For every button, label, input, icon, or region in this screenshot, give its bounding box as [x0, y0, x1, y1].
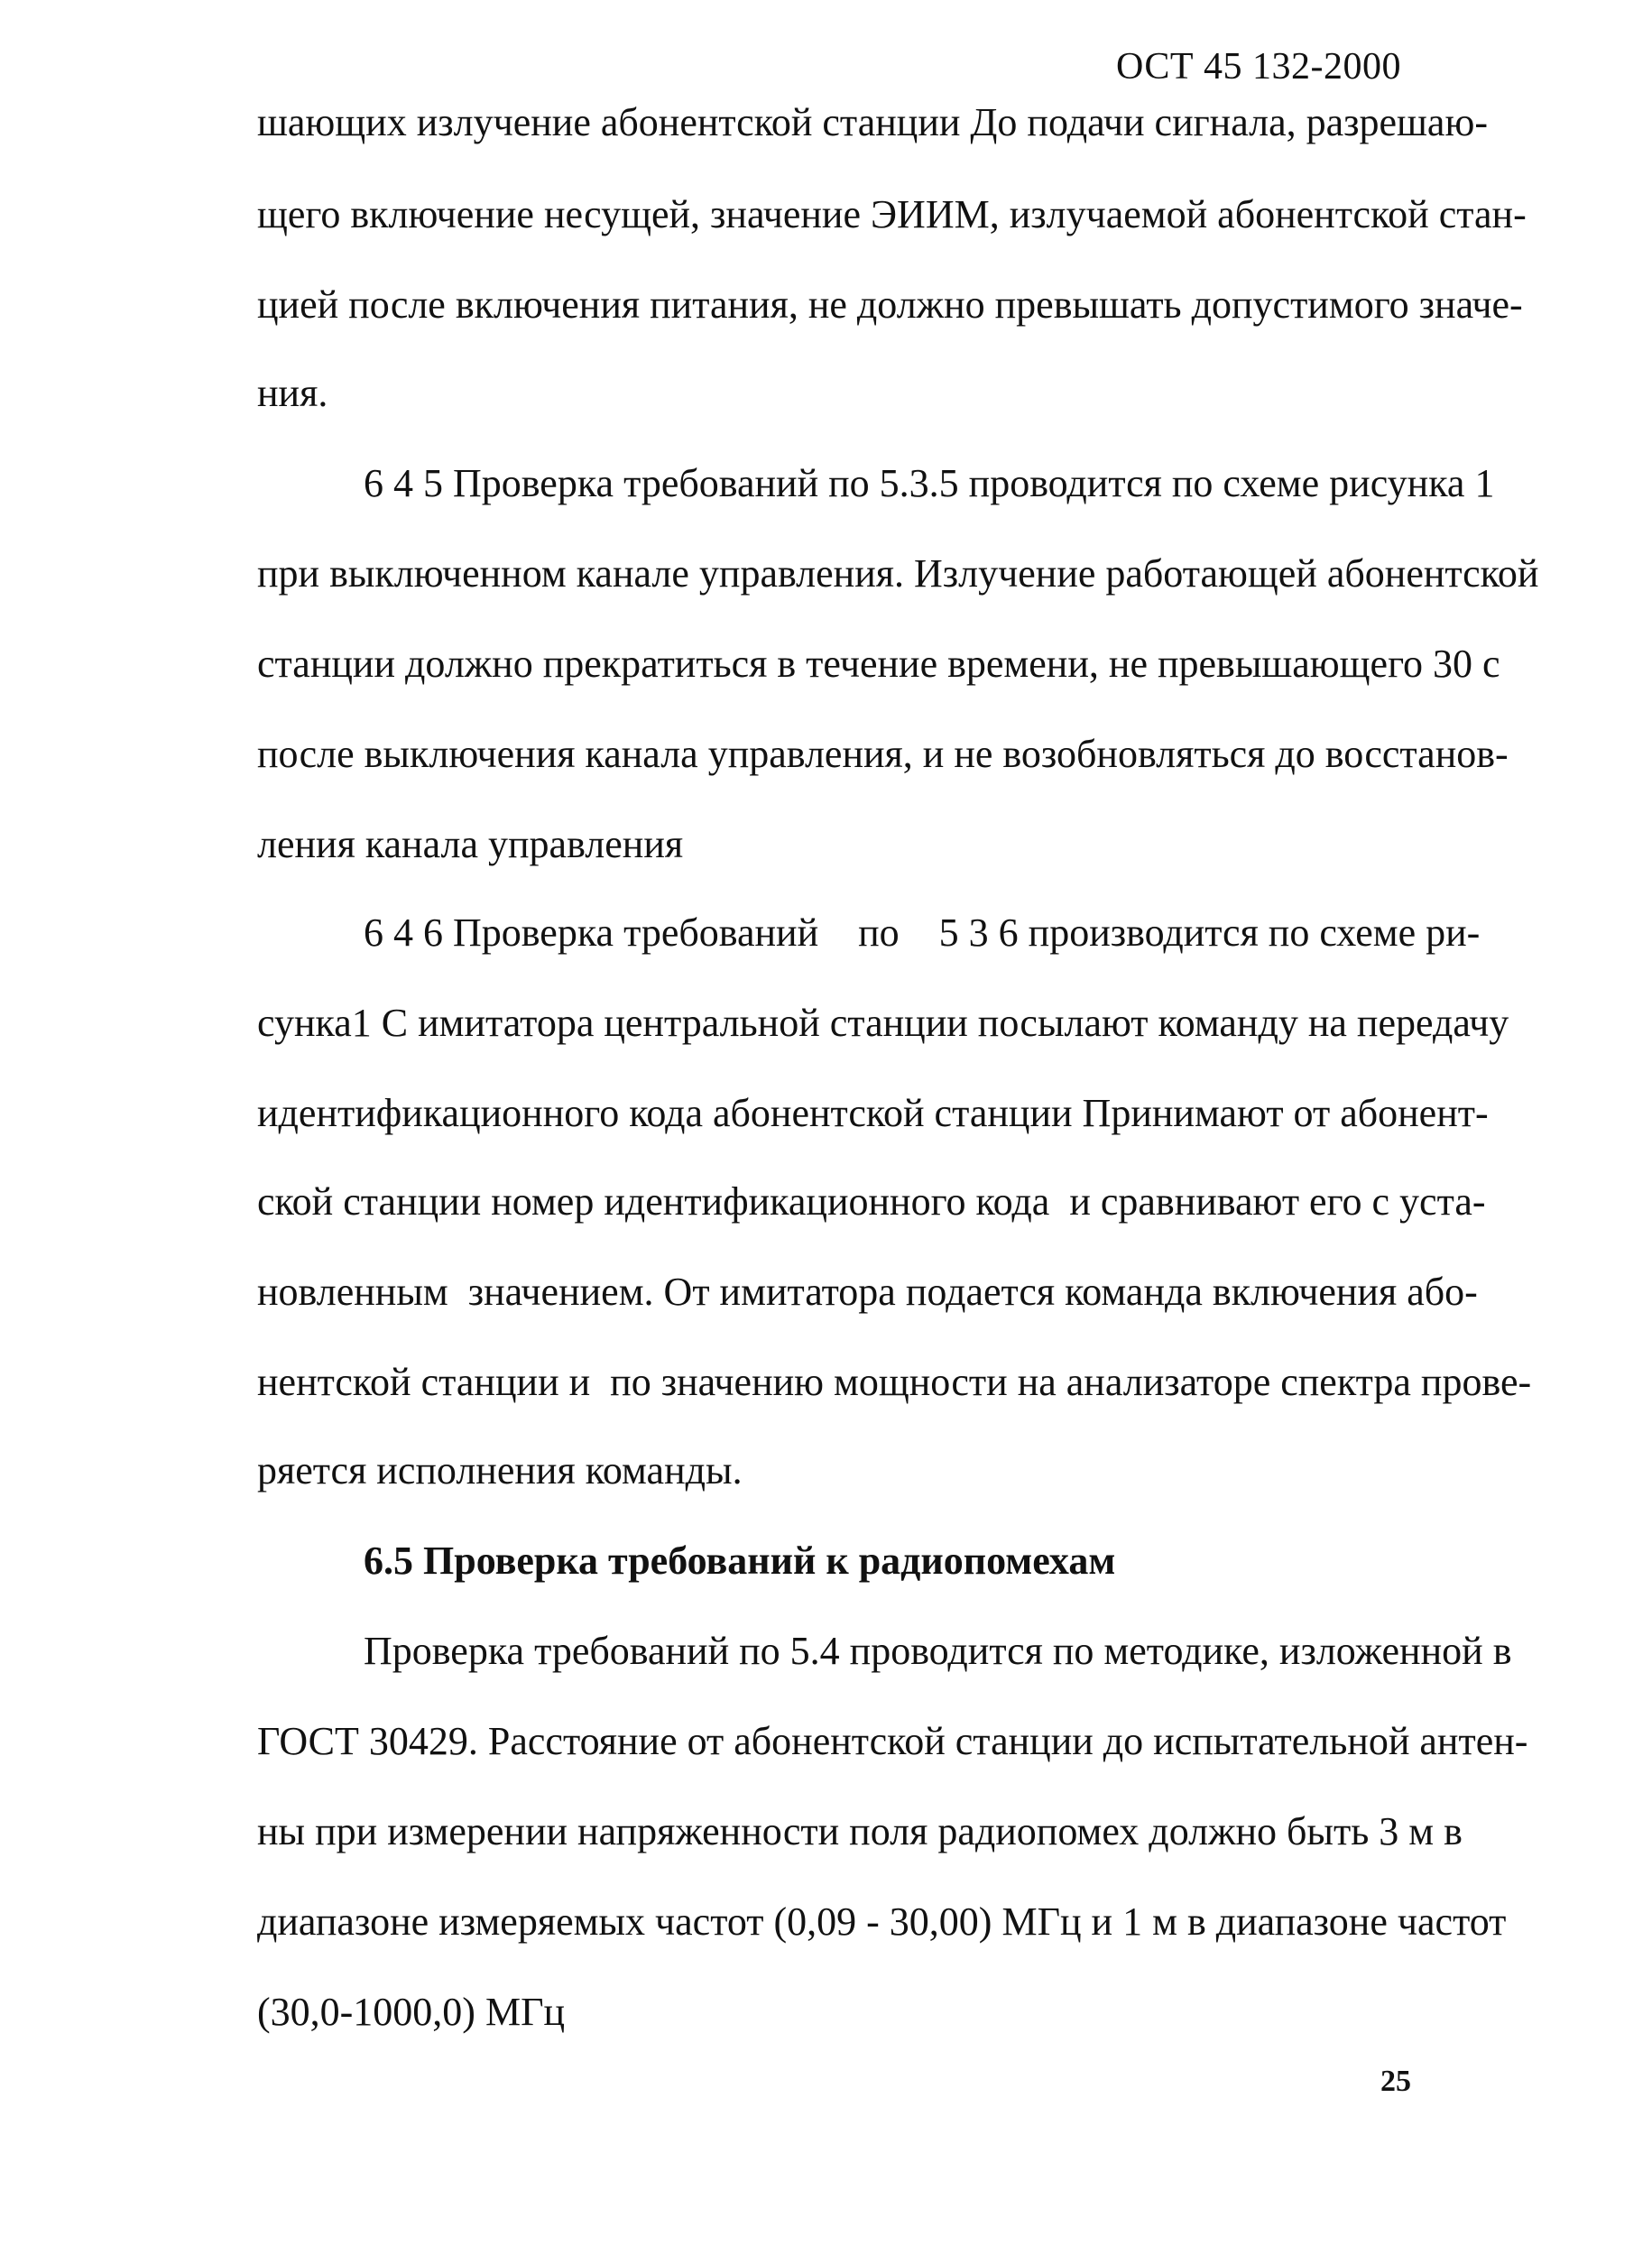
document-code-header: ОСТ 45 132-2000 — [1116, 46, 1401, 88]
text-line: ГОСТ 30429. Расстояние от абонентской станции до испытательной антен- — [257, 1719, 1528, 1763]
text-line: при выключенном канале управления. Излучение работающей абонентской — [257, 551, 1539, 596]
text-line: сунка1 С имитатора центральной станции посылают команду на передачу — [257, 1001, 1509, 1045]
text-line: диапазоне измеряемых частот (0,09 - 30,00) МГц и 1 м в диапазоне частот — [257, 1899, 1507, 1944]
text-line: ряется исполнения команды. — [257, 1448, 743, 1493]
text-line: ления канала управления — [257, 822, 684, 866]
text-line: (30,0-1000,0) МГц — [257, 1990, 566, 2034]
text-line: нентской станции и по значению мощности на анализаторе спектра прове- — [257, 1360, 1532, 1404]
text-line: идентификационного кода абонентской станции Принимают от абонент- — [257, 1091, 1489, 1135]
text-line: цией после включения питания, не должно превышать допустимого значе- — [257, 282, 1523, 327]
text-line: ны при измерении напряженности поля радиопомех должно быть 3 м в — [257, 1809, 1463, 1853]
paragraph-first-line: Проверка требований по 5.4 проводится по методике, изложенной в — [364, 1629, 1512, 1673]
text-line: щего включение несущей, значение ЭИИМ, излучаемой абонентской стан- — [257, 192, 1527, 236]
text-line: после выключения канала управления, и не возобновляться до восстанов- — [257, 732, 1509, 776]
section-heading: 6.5 Проверка требований к радиопомехам — [364, 1539, 1116, 1583]
paragraph-first-line: 6 4 6 Проверка требований по 5 3 6 производится по схеме ри- — [364, 910, 1481, 955]
text-line: шающих излучение абонентской станции До подачи сигнала, разрешаю- — [257, 100, 1488, 144]
page-number: 25 — [1380, 2065, 1411, 2098]
paragraph-first-line: 6 4 5 Проверка требований по 5.3.5 проводится по схеме рисунка 1 — [364, 461, 1495, 505]
text-line: ской станции номер идентификационного кода и сравнивают его с уста- — [257, 1179, 1486, 1224]
text-line: ния. — [257, 371, 328, 415]
text-line: новленным значением. От имитатора подается команда включения або- — [257, 1270, 1478, 1314]
text-line: станции должно прекратиться в течение времени, не превышающего 30 с — [257, 642, 1500, 686]
